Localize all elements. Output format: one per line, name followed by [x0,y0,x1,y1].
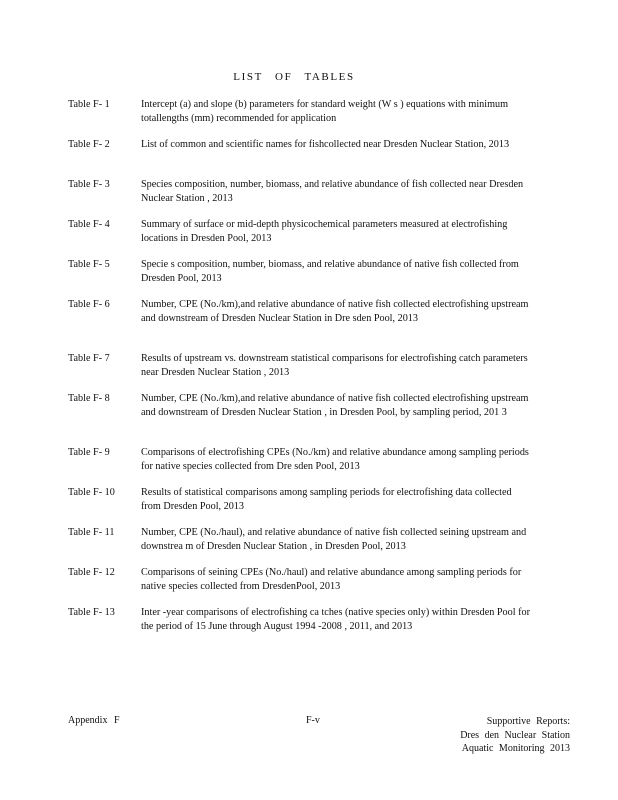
table-number: Table F- 4 [68,219,110,230]
page-title-text: LIST OF TABLES [233,71,355,83]
table-description: Comparisons of seining CPEs (No./haul) and relative abundance among sampling periods for native species collected from DresdenPool, 2013 [141,567,522,592]
table-entry [68,606,538,660]
footer-page-number: F-v [306,715,320,726]
footer-report-line: Supportive Reports: [486,716,570,727]
table-number: Table F- 5 [68,259,110,270]
table-number: Table F- 13 [68,607,115,618]
table-description: List of common and scientific names for fishcollected near Dresden Nuclear Station, 2013 [141,139,510,150]
table-description: Number, CPE (No./km),and relative abundance of native fish collected electrofishing upstream and downstream of Dresden Nuclear Station , in Dresden Pool, by sampling period, 201 3 [141,393,529,418]
table-entry [68,298,538,352]
footer-appendix: Appendix F [68,715,120,726]
table-number: Table F- 8 [68,393,110,404]
table-number: Table F- 3 [68,179,110,190]
table-description: Results of statistical comparisons among sampling periods for electrofishing data collected from Dresden Pool, 2013 [141,487,512,512]
table-entry [68,258,538,298]
table-number: Table F- 10 [68,487,115,498]
table-entry [68,566,538,606]
table-entry [68,526,538,566]
table-number: Table F- 12 [68,567,115,578]
table-entry [68,486,538,526]
table-number: Table F- 6 [68,299,110,310]
page-title [0,71,618,83]
table-description: Specie s composition, number, biomass, and relative abundance of native fish collected from Dresden Pool, 2013 [141,259,519,284]
table-description: Inter -year comparisons of electrofishing ca tches (native species only) within Dresden Pool for the period of 15 June through August 1994 -2008 , 2011, and 2013 [141,607,530,632]
footer-report-info [460,715,570,756]
footer-report-line: Aquatic Monitoring 2013 [461,743,570,754]
table-number: Table F- 1 [68,99,110,110]
table-entry [68,218,538,258]
table-description: Comparisons of electrofishing CPEs (No./km) and relative abundance among sampling periods for native species collected from Dre sden Pool, 2013 [141,447,529,472]
table-description: Number, CPE (No./km),and relative abundance of native fish collected electrofishing upstream and downstream of Dresden Nuclear Station in Dre sden Pool, 2013 [141,299,529,324]
table-entry [68,446,538,486]
table-number: Table F- 11 [68,527,115,538]
table-entry [68,392,538,446]
table-description: Results of upstream vs. downstream statistical comparisons for electrofishing catch parameters near Dresden Nuclear Station , 2013 [141,353,528,378]
list-of-tables [68,98,538,660]
table-entry [68,352,538,392]
table-description: Intercept (a) and slope (b) parameters for standard weight (W s ) equations with minimum totallengths (mm) recommended for application [141,99,509,124]
table-entry [68,98,538,138]
table-description: Species composition, number, biomass, and relative abundance of fish collected near Dresden Nuclear Station , 2013 [141,179,524,204]
footer-report-line: Dres den Nuclear Station [460,729,570,741]
table-description: Number, CPE (No./haul), and relative abundance of native fish collected seining upstream and downstrea m of Dresden Nuclear Station , in Dresden Pool, 2013 [141,527,527,552]
table-number: Table F- 2 [68,139,110,150]
table-number: Table F- 9 [68,447,110,458]
table-number: Table F- 7 [68,353,110,364]
table-description: Summary of surface or mid-depth physicochemical parameters measured at electrofishing locations in Dresden Pool, 2013 [141,219,508,244]
table-entry [68,178,538,218]
table-entry [68,138,538,178]
